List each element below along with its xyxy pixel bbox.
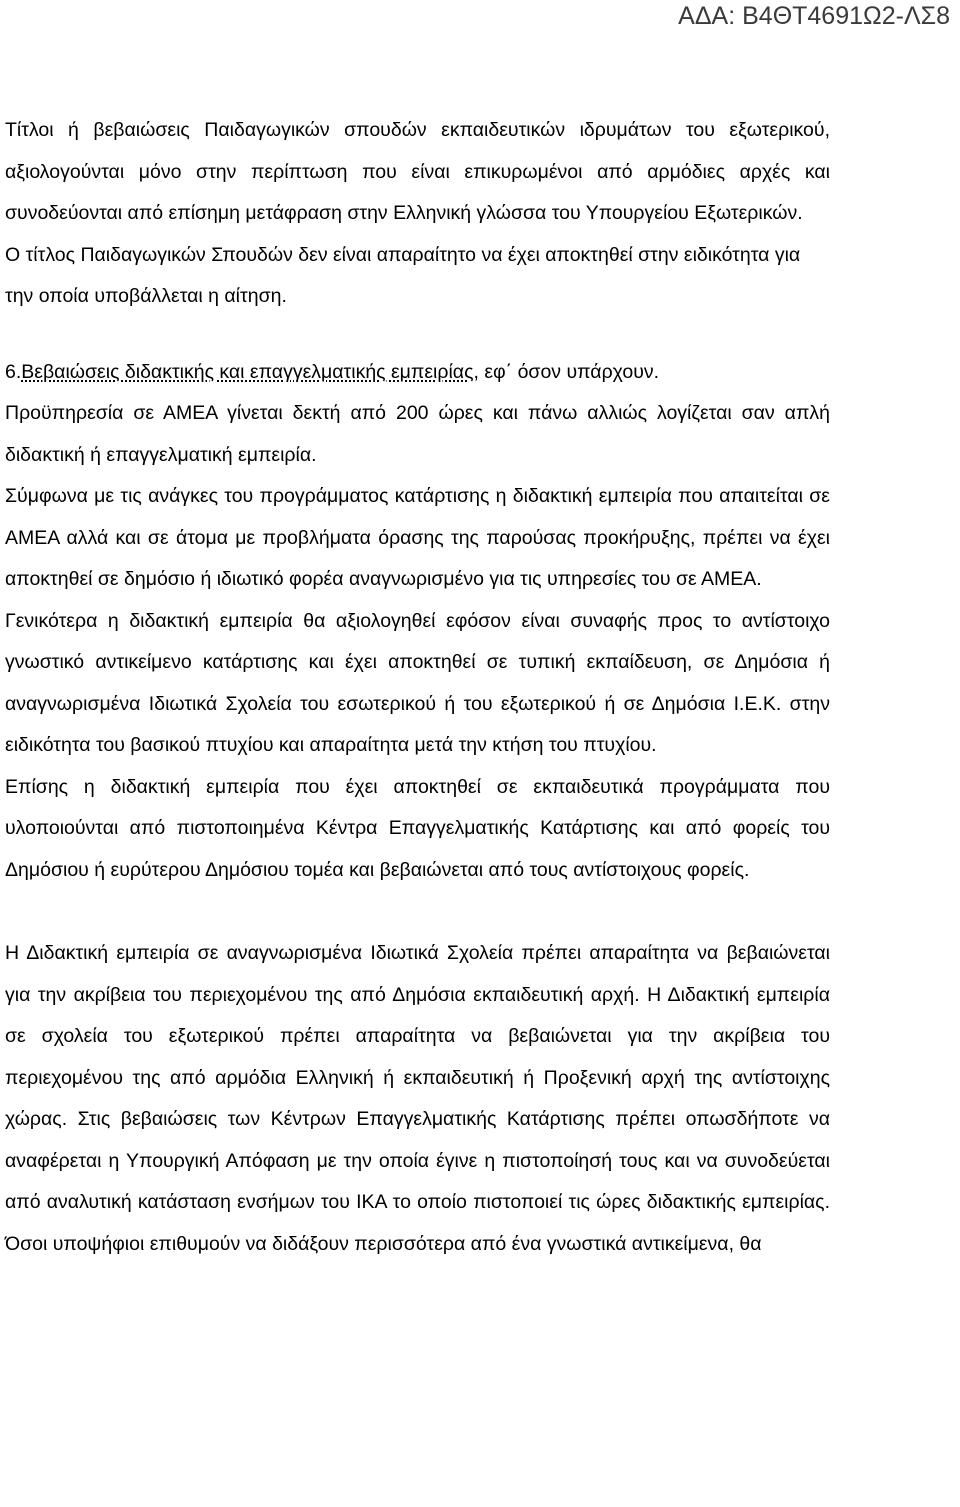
paragraph-gap xyxy=(5,891,830,933)
paragraph-gap xyxy=(5,318,830,352)
paragraph-foreign-titles: Τίτλοι ή βεβαιώσεις Παιδαγωγικών σπουδών εκπαιδευτικών ιδρυμάτων του εξωτερικού, αξιολογούνται μόνο στην περίπτωση που είναι επικυρωμένοι από αρμόδιες αρχές και συνοδεύονται από επίσημη μετάφραση στην Ελληνική γλώσσα του Υπουργείου Εξωτερικών. xyxy=(5,119,830,224)
paragraph-general-experience: Γενικότερα η διδακτική εμπειρία θα αξιολογηθεί εφόσον είναι συναφής προς το αντίστοιχο γνωστικό αντικείμενο κατάρτισης και έχει αποκτηθεί σε τυπική εκπαίδευση, σε Δημόσια ή αναγνωρισμένα Ιδιωτικά Σχολεία του εσωτερικού ή του εξωτερικού ή σε Δημόσια Ι.Ε.Κ. στην ειδικότητα του βασικού πτυχίου και απαραίτητα μετά την κτήση του πτυχίου. xyxy=(5,609,830,756)
paragraph-vocational-centres: Επίσης η διδακτική εμπειρία που έχει αποκτηθεί σε εκπαιδευτικά προγράμματα που υλοποιούνται από πιστοποιημένα Κέντρα Επαγγελματικής Κατάρτισης και από φορείς του Δημόσιου ή ευρύτερου Δημόσιου τομέα και βεβαιώνεται από τους αντίστοιχους φορείς. xyxy=(5,775,830,881)
section-6-number: 6. xyxy=(5,360,22,383)
section-6-suffix: , εφ΄ όσον υπάρχουν. xyxy=(473,360,660,383)
ada-document-code: ΑΔΑ: Β4ΘΤ4691Ω2-ΛΣ8 xyxy=(678,2,950,30)
document-body xyxy=(5,110,830,1265)
section-6-title: Βεβαιώσεις διδακτικής και επαγγελματικής εμπειρίας xyxy=(21,360,474,383)
paragraph-training-needs: Σύμφωνα με τις ανάγκες του προγράμματος κατάρτισης η διδακτική εμπειρία που απαιτείται σε ΑΜΕΑ αλλά και σε άτομα με προβλήματα όρασης της παρούσας προκήρυξης, πρέπει να έχει αποκτηθεί σε δημόσιο ή ιδιωτικό φορέα αναγνωρισμένο για τις υπηρεσίες του σε ΑΜΕΑ. xyxy=(5,485,830,590)
paragraph-specialty-note: Ο τίτλος Παιδαγωγικών Σπουδών δεν είναι απαραίτητο να έχει αποκτηθεί στην ειδικότητα για την οποία υποβάλλεται η αίτηση. xyxy=(5,243,801,307)
paragraph-amea-experience: Προϋπηρεσία σε ΑΜΕΑ γίνεται δεκτή από 200 ώρες και πάνω αλλιώς λογίζεται σαν απλή διδακτική ή επαγγελματική εμπειρία. xyxy=(5,402,830,466)
paragraph-private-schools: Η Διδακτική εμπειρία σε αναγνωρισμένα Ιδιωτικά Σχολεία πρέπει απαραίτητα να βεβαιώνεται για την ακρίβεια του περιεχομένου της από Δημόσια εκπαιδευτική αρχή. Η Διδακτική εμπειρία σε σχολεία του εξωτερικού πρέπει απαραίτητα να βεβαιώνεται για την ακρίβεια του περιεχομένου της από αρμόδια Ελληνική ή εκπαιδευτική ή Προξενική αρχή της αντίστοιχης χώρας. Στις βεβαιώσεις των Κέντρων Επαγγελματικής Κατάρτισης πρέπει οπωσδήποτε να αναφέρεται η Υπουργική Απόφαση με την οποία έγινε η πιστοποίησή τους και να συνοδεύεται από αναλυτική κατάσταση ενσήμων του ΙΚΑ το οποίο πιστοποιεί τις ώρες διδακτικής εμπειρίας. Όσοι υποψήφιοι επιθυμούν να διδάξουν περισσότερα από ένα γνωστικά αντικείμενα, θα xyxy=(5,942,830,1255)
section-6-heading xyxy=(5,352,830,394)
